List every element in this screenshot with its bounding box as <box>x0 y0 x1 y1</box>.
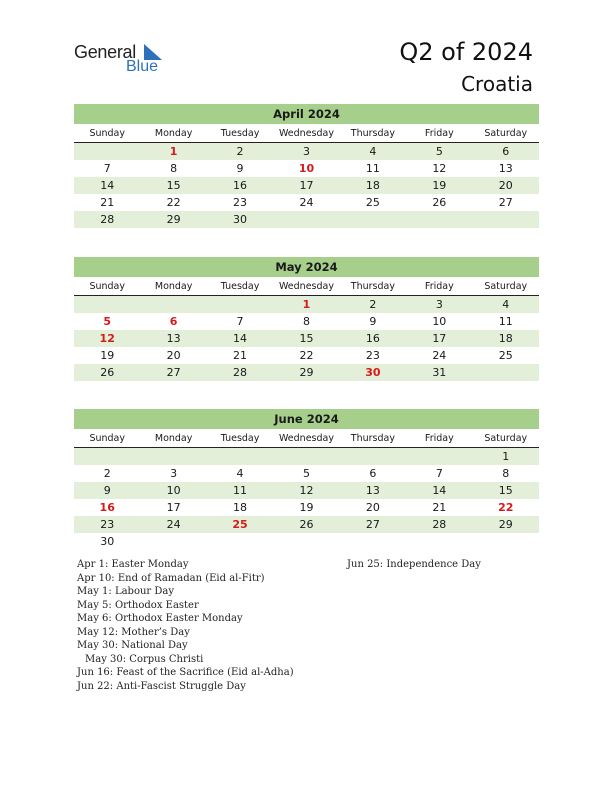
weekday-label: Tuesday <box>220 128 260 139</box>
weekday-label: Thursday <box>350 281 395 292</box>
day-cell <box>74 448 140 465</box>
holiday-notes-right <box>347 558 481 572</box>
day-cell <box>473 533 539 550</box>
day-cell: 29 <box>166 213 181 226</box>
day-cell <box>140 533 206 550</box>
month-calendar <box>74 104 539 228</box>
day-cell <box>273 211 339 228</box>
holiday-notes-left <box>77 558 294 693</box>
day-cell: 11 <box>498 315 513 328</box>
holiday-day-cell: 25 <box>232 518 248 531</box>
day-cell: 7 <box>103 162 111 175</box>
holiday-note: Apr 1: Easter Monday <box>77 559 189 570</box>
day-cell: 2 <box>103 467 111 480</box>
day-cell: 28 <box>100 213 115 226</box>
holiday-note: May 1: Labour Day <box>77 586 174 597</box>
day-cell: 7 <box>236 315 244 328</box>
weekday-label: Sunday <box>89 281 125 292</box>
day-cell: 5 <box>435 145 443 158</box>
week-row <box>74 330 539 347</box>
day-cell <box>406 533 472 550</box>
day-cell <box>273 448 339 465</box>
logo-text-general: General <box>74 42 136 62</box>
month-calendar <box>74 257 539 381</box>
holiday-day-cell: 22 <box>498 501 514 514</box>
day-cell: 13 <box>365 484 380 497</box>
logo-text-blue: Blue <box>126 58 159 75</box>
week-row <box>74 533 539 550</box>
day-cell: 9 <box>369 315 377 328</box>
weekday-label: Wednesday <box>278 433 334 444</box>
day-cell: 21 <box>100 196 115 209</box>
day-cell: 1 <box>502 450 510 463</box>
day-cell: 25 <box>365 196 380 209</box>
day-cell: 7 <box>435 467 443 480</box>
day-cell: 19 <box>432 179 447 192</box>
day-cell: 12 <box>299 484 314 497</box>
logo <box>74 42 174 78</box>
weekday-label: Saturday <box>484 433 528 444</box>
day-cell: 14 <box>432 484 447 497</box>
day-cell: 14 <box>100 179 115 192</box>
weekday-label: Tuesday <box>220 281 260 292</box>
holiday-day-cell: 1 <box>169 145 178 158</box>
day-cell: 19 <box>299 501 314 514</box>
weekday-label: Monday <box>154 281 193 292</box>
holiday-note: May 6: Orthodox Easter Monday <box>77 613 243 624</box>
week-row <box>74 516 539 533</box>
day-cell: 17 <box>432 332 447 345</box>
day-cell: 23 <box>233 196 248 209</box>
day-cell: 18 <box>498 332 513 345</box>
holiday-note: May 30: National Day <box>77 640 188 651</box>
day-cell: 9 <box>236 162 244 175</box>
day-cell: 22 <box>166 196 181 209</box>
day-cell: 3 <box>170 467 178 480</box>
week-row <box>74 296 539 313</box>
weekday-label: Friday <box>424 433 454 444</box>
weekday-label: Wednesday <box>278 128 334 139</box>
weekday-header-row <box>74 279 539 296</box>
day-cell <box>340 533 406 550</box>
weekday-label: Tuesday <box>220 433 260 444</box>
day-cell: 8 <box>502 467 510 480</box>
day-cell: 31 <box>432 366 447 379</box>
day-cell: 10 <box>166 484 181 497</box>
holiday-day-cell: 5 <box>103 315 112 328</box>
country-name: Croatia <box>461 72 533 96</box>
weekday-label: Wednesday <box>278 281 334 292</box>
day-cell: 9 <box>103 484 111 497</box>
holiday-note: May 30: Corpus Christi <box>85 653 204 665</box>
day-cell: 30 <box>233 213 248 226</box>
day-cell: 20 <box>365 501 380 514</box>
day-cell: 18 <box>365 179 380 192</box>
day-cell: 24 <box>432 349 447 362</box>
day-cell <box>473 211 539 228</box>
day-cell <box>406 211 472 228</box>
day-cell: 3 <box>435 298 443 311</box>
weekday-label: Friday <box>424 128 454 139</box>
holiday-note: May 5: Orthodox Easter <box>77 599 199 611</box>
weekday-header-row <box>74 431 539 448</box>
week-row <box>74 194 539 211</box>
day-cell: 4 <box>502 298 510 311</box>
page-title: Q2 of 2024 <box>399 38 533 66</box>
day-cell: 2 <box>369 298 377 311</box>
day-cell: 29 <box>299 366 314 379</box>
holiday-day-cell: 1 <box>302 298 311 311</box>
day-cell: 30 <box>100 535 115 548</box>
day-cell: 6 <box>502 145 510 158</box>
weekday-label: Thursday <box>350 128 395 139</box>
weekday-label: Thursday <box>350 433 395 444</box>
holiday-note: May 12: Mother’s Day <box>77 626 190 638</box>
holiday-day-cell: 12 <box>99 332 115 345</box>
weekday-label: Monday <box>154 433 193 444</box>
day-cell <box>340 448 406 465</box>
day-cell: 26 <box>299 518 314 531</box>
day-cell: 25 <box>498 349 513 362</box>
day-cell: 8 <box>170 162 178 175</box>
day-cell: 15 <box>166 179 181 192</box>
weekday-label: Monday <box>154 128 193 139</box>
week-row <box>74 143 539 160</box>
day-cell: 29 <box>498 518 513 531</box>
day-cell: 19 <box>100 349 115 362</box>
day-cell: 22 <box>299 349 314 362</box>
day-cell: 21 <box>233 349 248 362</box>
day-cell: 26 <box>432 196 447 209</box>
day-cell: 20 <box>166 349 181 362</box>
day-cell: 3 <box>302 145 310 158</box>
day-cell: 4 <box>236 467 244 480</box>
day-cell: 26 <box>100 366 115 379</box>
day-cell: 27 <box>166 366 181 379</box>
week-row <box>74 177 539 194</box>
day-cell: 27 <box>365 518 380 531</box>
day-cell: 4 <box>369 145 377 158</box>
day-cell <box>74 143 140 160</box>
holiday-day-cell: 6 <box>169 315 178 328</box>
day-cell: 8 <box>302 315 310 328</box>
weekday-label: Friday <box>424 281 454 292</box>
day-cell: 5 <box>302 467 310 480</box>
week-row <box>74 448 539 465</box>
month-title: May 2024 <box>74 257 539 277</box>
week-row <box>74 313 539 330</box>
day-cell: 16 <box>233 179 248 192</box>
day-cell: 11 <box>365 162 380 175</box>
day-cell: 17 <box>166 501 181 514</box>
week-row <box>74 364 539 381</box>
day-cell: 15 <box>498 484 513 497</box>
day-cell <box>207 448 273 465</box>
day-cell: 18 <box>233 501 248 514</box>
week-row <box>74 160 539 177</box>
day-cell: 28 <box>432 518 447 531</box>
day-cell: 21 <box>432 501 447 514</box>
holiday-note: Jun 16: Feast of the Sacrifice (Eid al-Adha) <box>77 667 294 678</box>
day-cell: 14 <box>233 332 248 345</box>
day-cell <box>207 533 273 550</box>
weekday-header-row <box>74 126 539 143</box>
holiday-day-cell: 10 <box>298 162 315 175</box>
day-cell: 17 <box>299 179 314 192</box>
day-cell: 23 <box>365 349 380 362</box>
holiday-note: Jun 25: Independence Day <box>347 559 481 570</box>
day-cell: 27 <box>498 196 513 209</box>
day-cell: 13 <box>166 332 181 345</box>
day-cell: 11 <box>233 484 248 497</box>
week-row <box>74 465 539 482</box>
holiday-note: Jun 22: Anti-Fascist Struggle Day <box>77 680 246 692</box>
day-cell <box>74 296 140 313</box>
week-row <box>74 211 539 228</box>
day-cell: 20 <box>498 179 513 192</box>
weekday-label: Saturday <box>484 128 528 139</box>
day-cell <box>273 533 339 550</box>
day-cell: 16 <box>365 332 380 345</box>
day-cell: 28 <box>233 366 248 379</box>
day-cell <box>207 296 273 313</box>
weekday-label: Saturday <box>484 281 528 292</box>
day-cell <box>340 211 406 228</box>
day-cell <box>406 448 472 465</box>
day-cell: 6 <box>369 467 377 480</box>
day-cell: 15 <box>299 332 314 345</box>
day-cell <box>140 448 206 465</box>
day-cell <box>140 296 206 313</box>
day-cell: 10 <box>432 315 447 328</box>
day-cell: 23 <box>100 518 115 531</box>
holiday-day-cell: 30 <box>365 366 381 379</box>
weekday-label: Sunday <box>89 128 125 139</box>
holiday-note: Apr 10: End of Ramadan (Eid al-Fitr) <box>77 572 265 584</box>
day-cell <box>473 364 539 381</box>
week-row <box>74 482 539 499</box>
month-title: April 2024 <box>74 104 539 124</box>
month-title: June 2024 <box>74 409 539 429</box>
day-cell: 12 <box>432 162 447 175</box>
day-cell: 24 <box>166 518 181 531</box>
day-cell: 13 <box>498 162 513 175</box>
holiday-day-cell: 16 <box>99 501 115 514</box>
weekday-label: Sunday <box>89 433 125 444</box>
day-cell: 2 <box>236 145 244 158</box>
day-cell: 24 <box>299 196 314 209</box>
month-calendar <box>74 409 539 550</box>
week-row <box>74 347 539 364</box>
week-row <box>74 499 539 516</box>
